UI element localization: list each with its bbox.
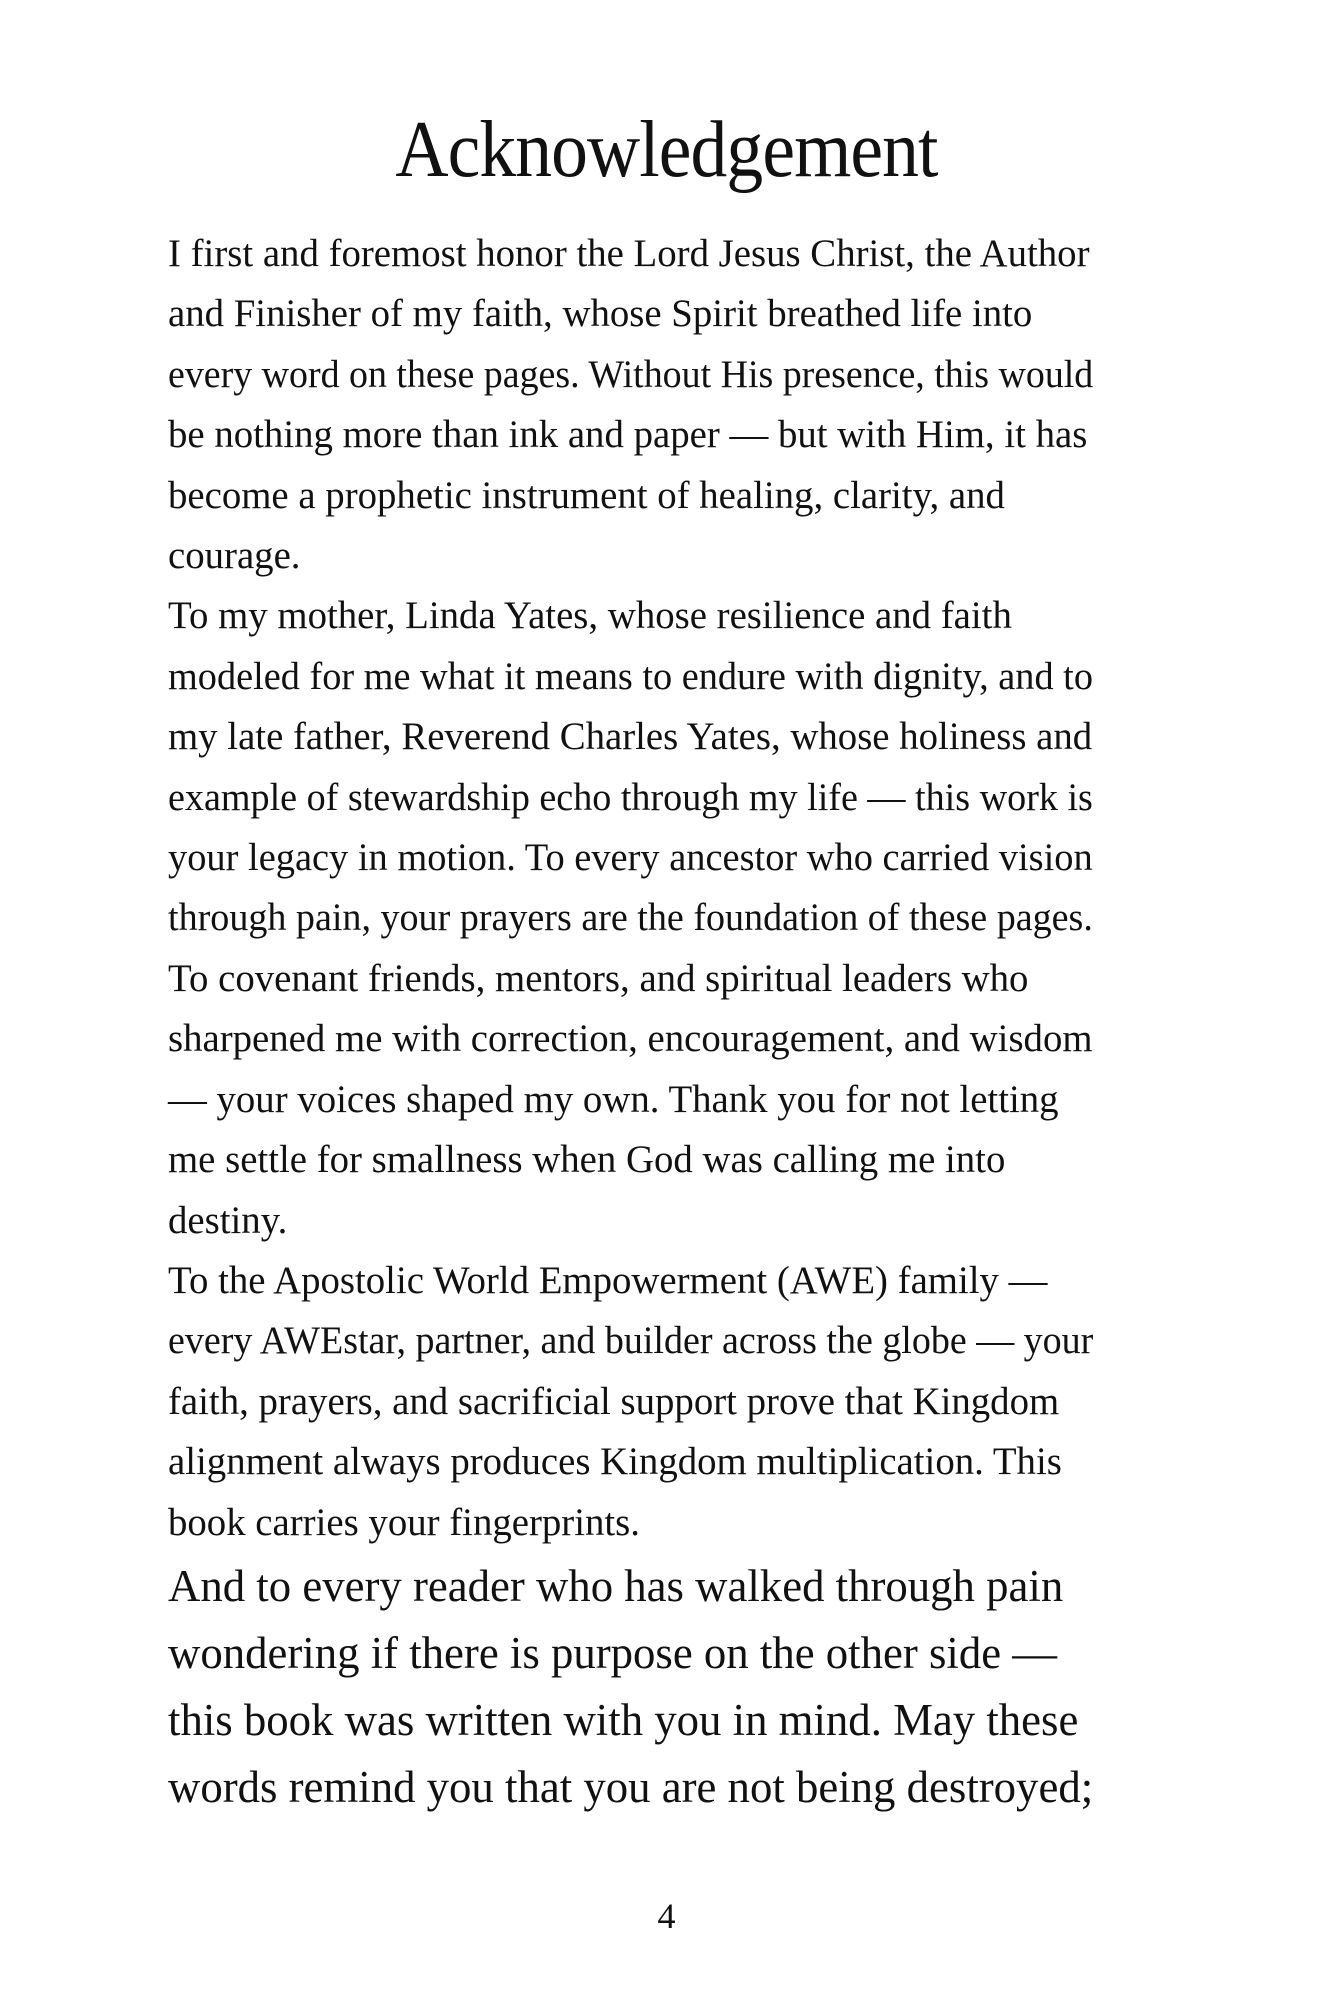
text-line: words remind you that you are not being destroyed;: [168, 1761, 1094, 1812]
text-line: example of stewardship echo through my life — this work is: [168, 775, 1093, 819]
paragraph-parents: [168, 586, 1098, 948]
paragraph-awe-family: [168, 1251, 1098, 1553]
page-number: 4: [657, 1896, 676, 1936]
text-line: sharpened me with correction, encouragement, and wisdom: [168, 1017, 1093, 1061]
text-line: wondering if there is purpose on the other side —: [168, 1627, 1058, 1678]
text-line: destiny.: [168, 1198, 288, 1242]
page-title: Acknowledgement: [395, 106, 938, 194]
text-line: your legacy in motion. To every ancestor who carried vision: [168, 836, 1093, 880]
text-line: every word on these pages. Without His presence, this would: [168, 352, 1094, 396]
paragraph-friends-mentors: [168, 949, 1098, 1251]
text-line: become a prophetic instrument of healing, clarity, and: [168, 473, 1005, 517]
text-line: modeled for me what it means to endure with dignity, and to: [168, 654, 1093, 698]
text-line: faith, prayers, and sacrificial support prove that Kingdom: [168, 1379, 1060, 1423]
text-line: and Finisher of my faith, whose Spirit breathed life into: [168, 292, 1033, 336]
text-line: courage.: [168, 534, 301, 578]
text-line: every AWEstar, partner, and builder across the globe — your: [168, 1319, 1094, 1363]
text-line: I first and foremost honor the Lord Jesus Christ, the Author: [168, 232, 1090, 275]
text-line: To my mother, Linda Yates, whose resilience and faith: [168, 594, 1012, 638]
text-line: alignment always produces Kingdom multiplication. This: [168, 1440, 1062, 1484]
text-line: And to every reader who has walked through pain: [168, 1560, 1064, 1611]
acknowledgement-body: [168, 224, 1098, 1821]
text-line: this book was written with you in mind. May these: [168, 1694, 1079, 1745]
text-line: — your voices shaped my own. Thank you for not letting: [168, 1077, 1059, 1121]
text-line: To covenant friends, mentors, and spiritual leaders who: [168, 956, 1029, 1000]
text-line: me settle for smallness when God was calling me into: [168, 1138, 1006, 1182]
text-line: book carries your fingerprints.: [168, 1500, 641, 1544]
text-line: be nothing more than ink and paper — but with Him, it has: [168, 413, 1088, 457]
text-line: through pain, your prayers are the foundation of these pages.: [168, 896, 1093, 940]
text-line: To the Apostolic World Empowerment (AWE) family —: [168, 1258, 1048, 1302]
paragraph-reader: [168, 1553, 1098, 1821]
text-line: my late father, Reverend Charles Yates, whose holiness and: [168, 715, 1093, 759]
paragraph-honor-christ: [168, 224, 1098, 586]
